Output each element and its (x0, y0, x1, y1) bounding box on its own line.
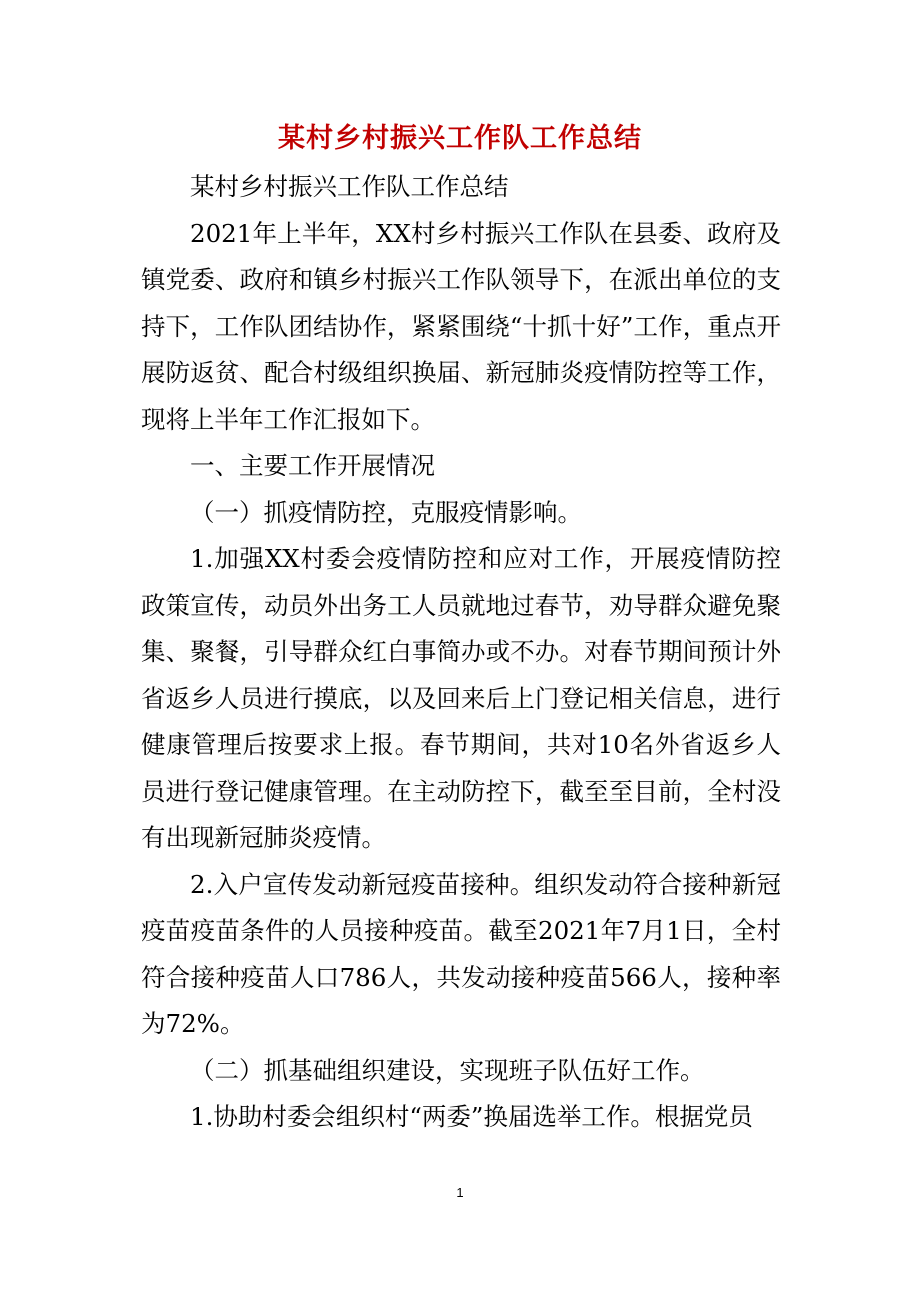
page-number: 1 (456, 1185, 464, 1200)
subsection-heading-organization: （二）抓基础组织建设，实现班子队伍好工作。 (190, 1055, 705, 1085)
paragraph-epidemic-2: 2.入户宣传发动新冠疫苗接种。组织发动符合接种新冠疫苗疫苗条件的人员接种疫苗。截至2021年7月1日，全村符合接种疫苗人口786人，共发动接种疫苗566人，接种率为72%。 (141, 869, 781, 1038)
document-body (141, 164, 781, 1141)
subsection-heading-epidemic: （一）抓疫情防控，克服疫情影响。 (190, 497, 582, 527)
paragraph-subtitle: 某村乡村振兴工作队工作总结 (190, 172, 509, 201)
paragraph-intro: 2021年上半年，XX村乡村振兴工作队在县委、政府及镇党委、政府和镇乡村振兴工作队领导下，在派出单位的支持下，工作队团结协作，紧紧围绕“十抓十好”工作，重点开展防返贫、配合村级组织换届、新冠肺炎疫情防控等工作，现将上半年工作汇报如下。 (141, 218, 781, 434)
section-heading-main-work: 一、主要工作开展情况 (190, 451, 435, 480)
paragraph-epidemic-1: 1.加强XX村委会疫情防控和应对工作，开展疫情防控政策宣传，动员外出务工人员就地过春节，劝导群众避免聚集、聚餐，引导群众红白事简办或不办。对春节期间预计外省返乡人员进行摸底，以及回来后上门登记相关信息，进行健康管理后按要求上报。春节期间，共对10名外省返乡人员进行登记健康管理。在主动防控下，截至至目前，全村没有出现新冠肺炎疫情。 (141, 544, 781, 852)
paragraph-organization-1: 1.协助村委会组织村“两委”换届选举工作。根据党员 (190, 1102, 753, 1131)
document-title: 某村乡村振兴工作队工作总结 (278, 123, 642, 154)
